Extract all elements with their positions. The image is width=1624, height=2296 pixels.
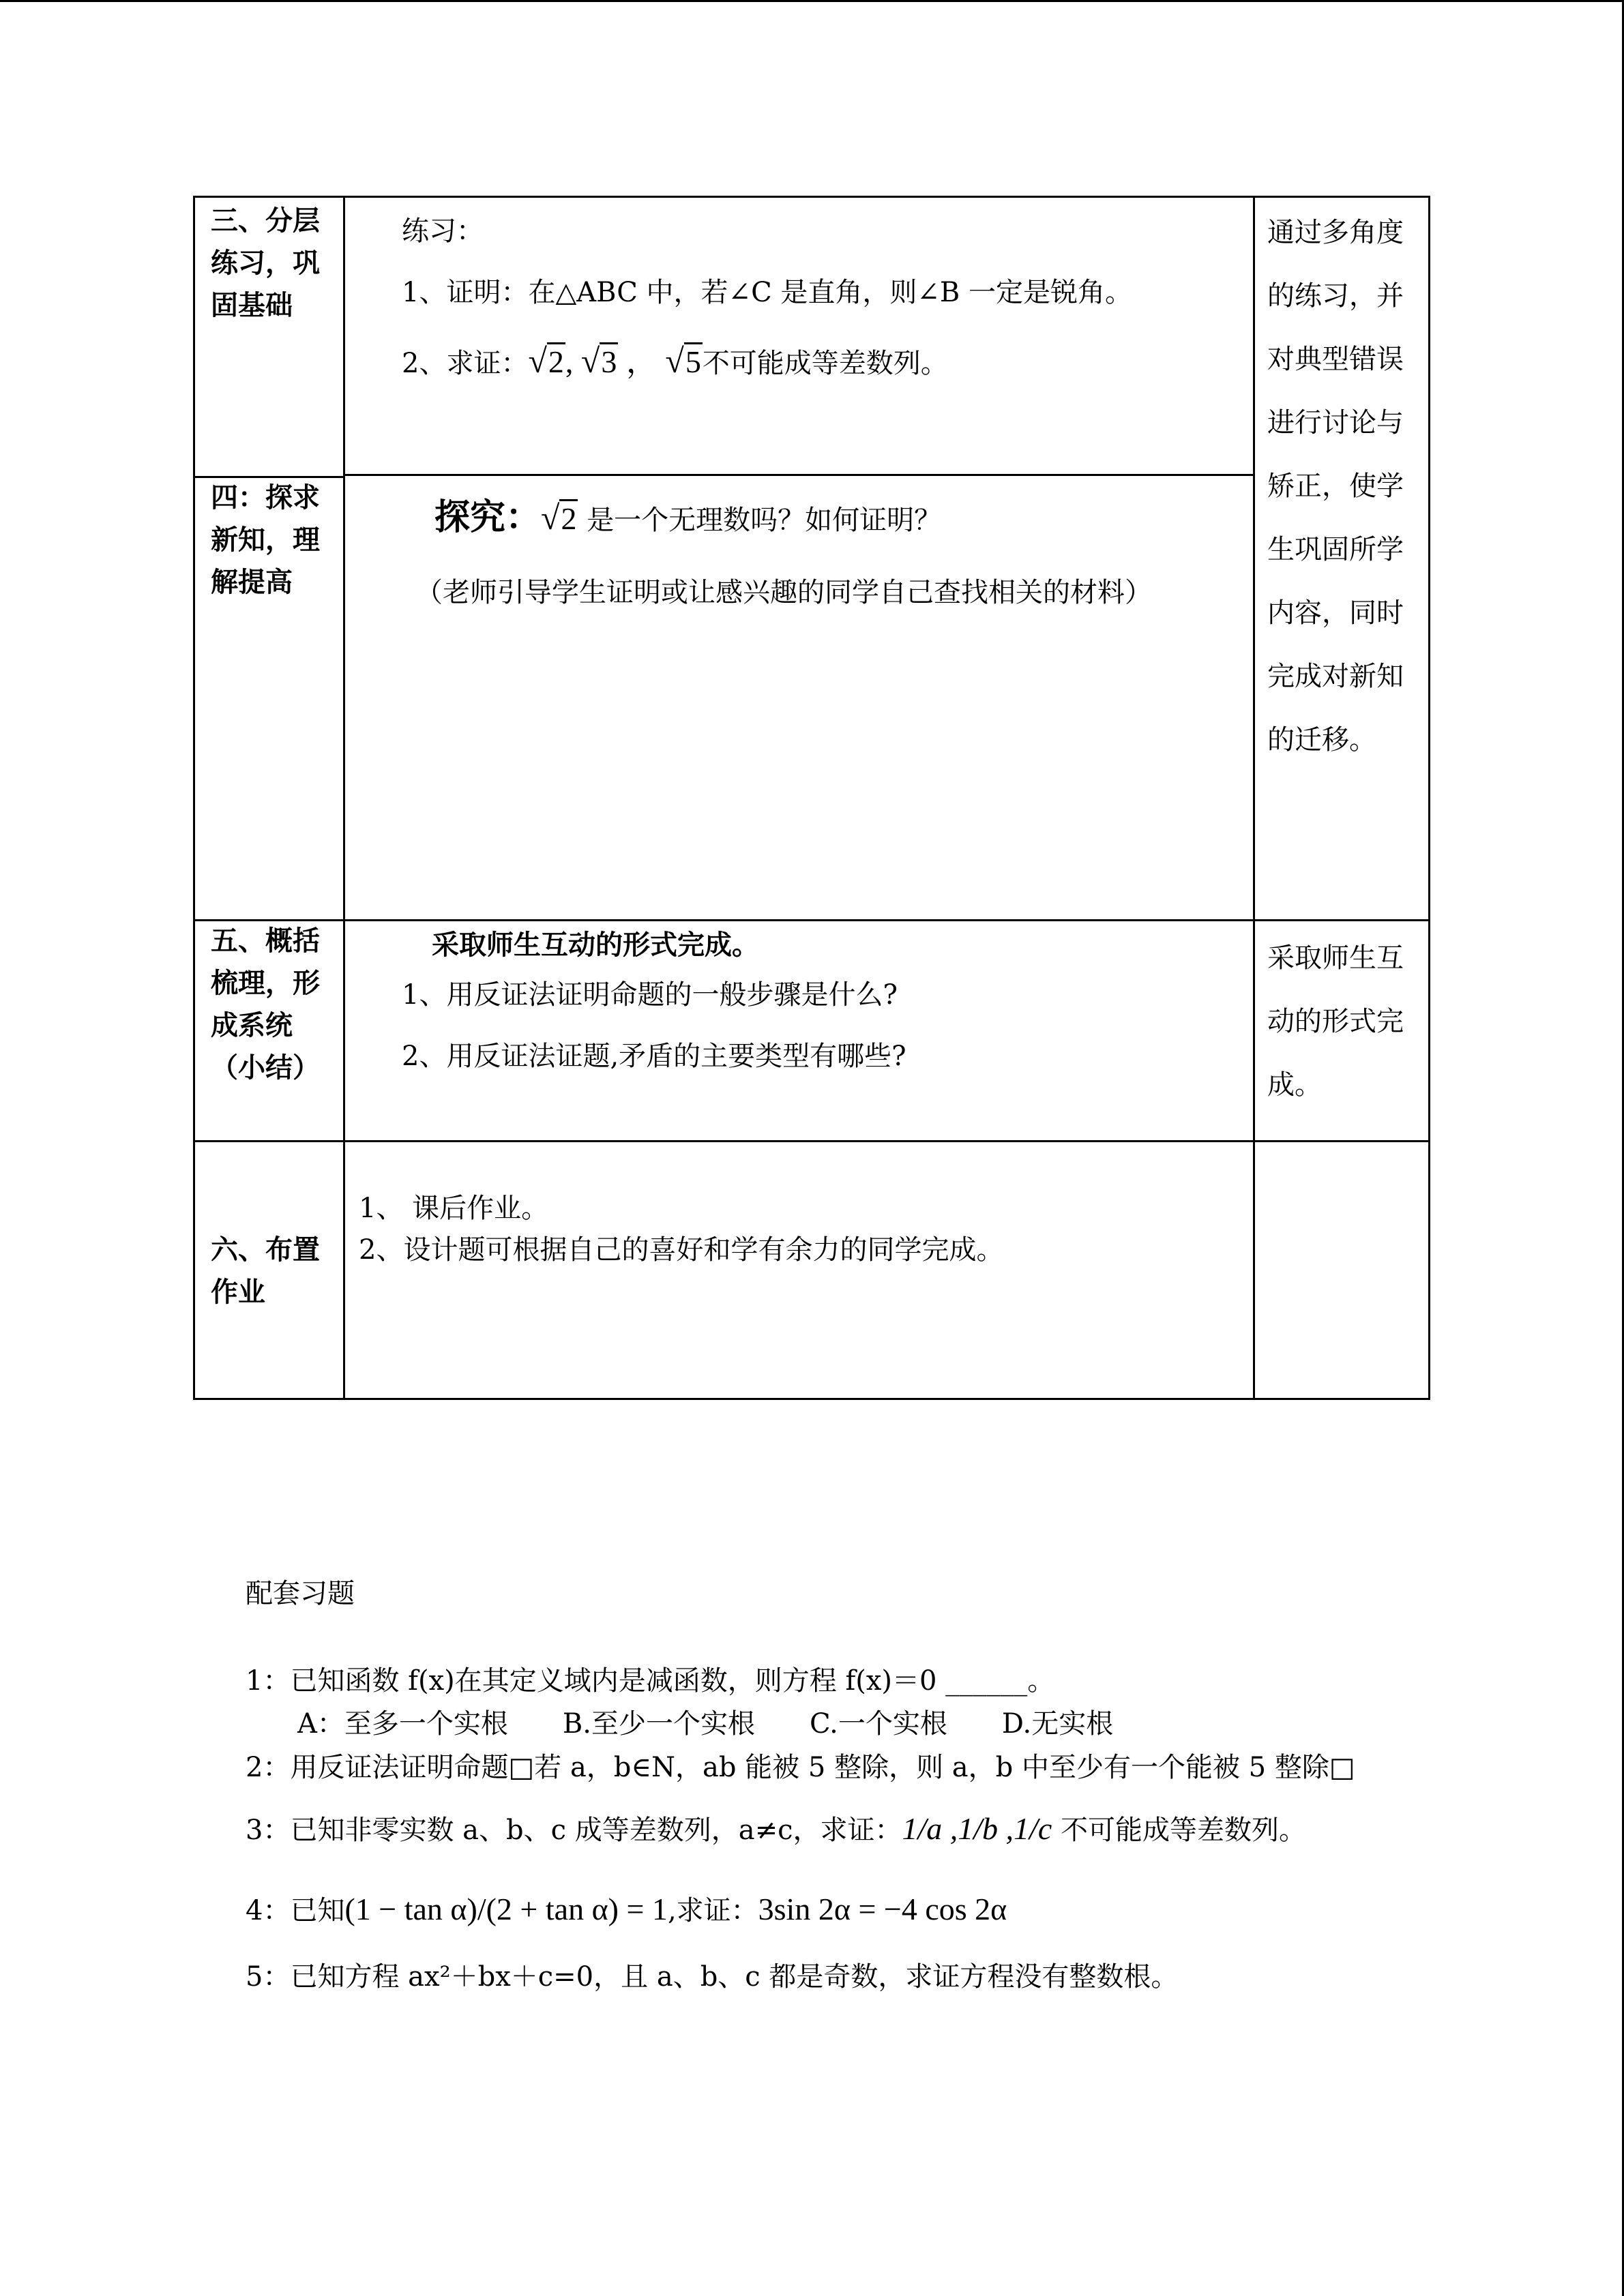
row4-note: （老师引导学生证明或让感兴趣的同学自己查找相关的材料）	[415, 577, 1152, 608]
table-border-right	[1428, 196, 1430, 1400]
exercise-2: 2：用反证法证明命题□若 a，b∈N，ab 能被 5 整除，则 a，b 中至少有一个能被 5 整除□	[246, 1752, 1355, 1783]
exercise-3: 3：已知非零实数 a、b、c 成等差数列，a≠c，求证：1/a ,1/b ,1/c 不可能成等差数列。	[246, 1811, 1306, 1846]
row3-heading: 三、分层 练习，巩 固基础	[211, 205, 320, 321]
row6-item1: 1、 课后作业。	[359, 1193, 549, 1224]
row5-q1: 1、用反证法证明命题的一般步骤是什么?	[402, 979, 898, 1011]
reciprocal-expression: 1/a ,1/b ,1/c	[902, 1811, 1052, 1846]
col1-divider	[343, 196, 345, 1400]
exercise-5: 5：已知方程 ax²＋bx＋c=0，且 a、b、c 都是奇数，求证方程没有整数根。	[246, 1961, 1179, 1993]
row4-explore: 探究：√2 是一个无理数吗？如何证明？	[434, 496, 941, 542]
sqrt-expression: √2, √3 ， √5	[528, 342, 701, 380]
row5-side-note: 采取师生互 动的形式完 成。	[1267, 942, 1404, 1101]
row5-row6-divider	[193, 1140, 1430, 1142]
row6-item2: 2、设计题可根据自己的喜好和学有余力的同学完成。	[359, 1234, 1004, 1266]
tan-equation: (1 − tan α)/(2 + tan α) = 1	[344, 1892, 668, 1926]
row4-heading: 四：探求 新知，理 解提高	[211, 482, 320, 598]
row6-heading: 六、布置 作业	[211, 1234, 320, 1308]
exercise-1: 1：已知函数 f(x)在其定义域内是减函数，则方程 f(x)＝0 ______。	[246, 1665, 1055, 1697]
row3-row4-divider	[343, 474, 1253, 476]
row3-item1: 1、证明：在△ABC 中，若∠C 是直角，则∠B 一定是锐角。	[402, 277, 1133, 308]
trig-identity: 3sin 2α = −4 cos 2α	[758, 1892, 1007, 1926]
table-border-top	[193, 196, 1430, 198]
sqrt-2: √2	[541, 498, 577, 537]
row3-item2: 2、求证：√2, √3 ， √5不可能成等差数列。	[402, 342, 948, 380]
row3-side-note: 通过多角度 的练习，并 对典型错误 进行讨论与 矫正，使学 生巩固所学 内容，同时 完成对新知 的迁移。	[1267, 217, 1404, 756]
lesson-plan-table	[193, 196, 1430, 1400]
exercise-1-options: A：至多一个实根 B.至少一个实根 C.一个实根 D.无实根	[297, 1708, 1114, 1740]
col2-divider	[1253, 196, 1255, 1400]
table-border-bottom	[193, 1398, 1430, 1400]
row4-row5-divider	[193, 919, 1430, 921]
exercise-4: 4：已知(1 − tan α)/(2 + tan α) = 1,求证：3sin 2α = −4 cos 2α	[246, 1892, 1007, 1926]
page-top-border	[0, 0, 1624, 2]
exercises-title: 配套习题	[246, 1578, 355, 1609]
row5-q2: 2、用反证法证题,矛盾的主要类型有哪些?	[402, 1041, 906, 1072]
row3-title: 练习：	[402, 215, 484, 247]
row5-title: 采取师生互动的形式完成。	[432, 929, 759, 961]
row5-heading: 五、概括 梳理，形 成系统 （小结）	[211, 925, 320, 1084]
table-border-left	[193, 196, 195, 1400]
